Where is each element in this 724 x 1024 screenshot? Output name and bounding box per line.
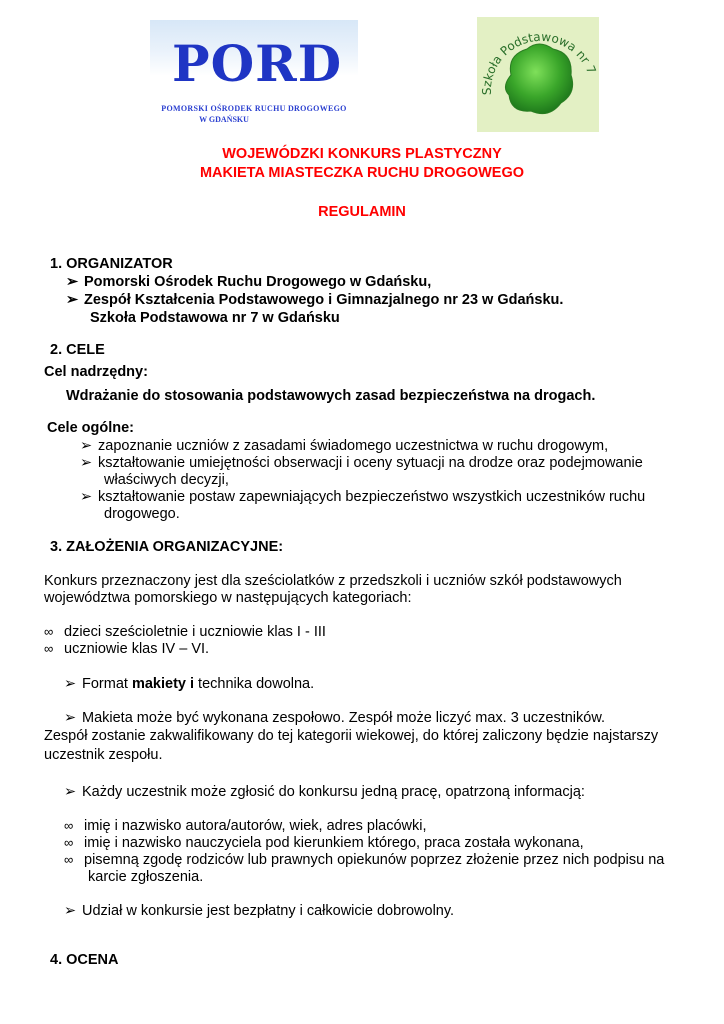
arrow-bullet-icon: ➢ xyxy=(64,676,77,692)
free-participation-text: Udział w konkursie jest bezpłatny i całkowicie dobrowolny. xyxy=(82,903,455,919)
info-item-2 xyxy=(64,835,584,851)
section-4-heading: 4. OCENA xyxy=(50,952,119,968)
organizer-item-1-text: Pomorski Ośrodek Ruchu Drogowego w Gdańsku, xyxy=(84,274,432,290)
team-line-2: Zespół zostanie zakwalifikowany do tej kategorii wiekowej, do której zaliczony będzie najstarszy xyxy=(44,728,659,744)
each-participant-text: Każdy uczestnik może zgłosić do konkursu jedną pracę, opatrzoną informacją: xyxy=(82,784,585,800)
intro-line-2: województwa pomorskiego w następujących kategoriach: xyxy=(44,590,412,606)
info-item-2-text: imię i nazwisko nauczyciela pod kierunkiem którego, praca została wykonana, xyxy=(84,835,584,851)
info-item-3-text: pisemną zgodę rodziców lub prawnych opiekunów poprzez złożenie przez nich podpisu na xyxy=(84,852,665,868)
arrow-bullet-icon: ➢ xyxy=(66,292,79,308)
infinity-bullet-icon: ∞ xyxy=(44,624,54,639)
format-bold: makiety i xyxy=(131,676,195,692)
section-3-heading: 3. ZAŁOŻENIA ORGANIZACYJNE: xyxy=(50,539,284,555)
school-logo-graphic xyxy=(477,17,599,132)
organizer-item-2 xyxy=(66,292,563,308)
organizer-item-2-text: Zespół Kształcenia Podstawowego i Gimnazjalnego nr 23 w Gdańsku. xyxy=(84,292,564,308)
arrow-bullet-icon: ➢ xyxy=(64,710,77,726)
organizer-item-2-cont: Szkoła Podstawowa nr 7 w Gdańsku xyxy=(90,310,340,326)
arrow-bullet-icon: ➢ xyxy=(80,438,93,454)
category-2 xyxy=(44,641,209,657)
format-post: technika dowolna. xyxy=(194,676,315,692)
general-goal-2-cont: właściwych decyzji, xyxy=(104,472,229,488)
school-logo xyxy=(477,17,599,132)
arrow-bullet-icon: ➢ xyxy=(80,455,93,471)
general-goal-2 xyxy=(80,455,643,471)
infinity-bullet-icon: ∞ xyxy=(44,641,54,656)
general-goal-3-text: kształtowanie postaw zapewniających bezpieczeństwo wszystkich uczestników ruchu xyxy=(98,489,646,505)
general-goal-1-text: zapoznanie uczniów z zasadami świadomego uczestnictwa w ruchu drogowym, xyxy=(98,438,609,454)
team-line-1 xyxy=(64,710,605,726)
format-pre: Format xyxy=(82,676,132,692)
arrow-bullet-icon: ➢ xyxy=(64,784,77,800)
general-goals-label: Cele ogólne: xyxy=(47,420,135,436)
team-line-1-text: Makieta może być wykonana zespołowo. Zespół może liczyć max. 3 uczestników. xyxy=(82,710,606,726)
school-logo-arc-text: Szkoła Podstawowa nr 7 xyxy=(479,29,599,96)
pord-logo-line1: POMORSKI OŚRODEK RUCHU DROGOWEGO xyxy=(161,104,347,113)
arrow-bullet-icon: ➢ xyxy=(80,489,93,505)
info-item-1 xyxy=(64,818,427,834)
regulamin-title: REGULAMIN xyxy=(318,204,406,220)
contest-subtitle: MAKIETA MIASTECZKA RUCHU DROGOWEGO xyxy=(199,165,525,181)
infinity-bullet-icon: ∞ xyxy=(64,818,74,833)
each-participant-line xyxy=(64,784,585,800)
pord-logo xyxy=(150,20,358,128)
pord-logo-word: PORD xyxy=(172,34,343,93)
free-participation-line xyxy=(64,903,454,919)
main-goal-label: Cel nadrzędny: xyxy=(44,364,148,380)
main-goal-text: Wdrażanie do stosowania podstawowych zasad bezpieczeństwa na drogach. xyxy=(66,388,596,404)
general-goal-3 xyxy=(80,489,645,505)
tree-icon xyxy=(505,44,572,114)
info-item-3-cont: karcie zgłoszenia. xyxy=(88,869,204,885)
category-1-text: dzieci sześcioletnie i uczniowie klas I - III xyxy=(64,624,326,640)
general-goal-2-text: kształtowanie umiejętności obserwacji i oceny sytuacji na drodze oraz podejmowanie xyxy=(98,455,643,471)
section-2-heading: 2. CELE xyxy=(50,342,105,358)
intro-line-1: Konkurs przeznaczony jest dla sześciolatków z przedszkoli i uczniów szkół podstawowych xyxy=(44,573,622,589)
category-1 xyxy=(44,624,326,640)
format-line xyxy=(64,676,314,692)
info-item-1-text: imię i nazwisko autora/autorów, wiek, adres placówki, xyxy=(84,818,427,834)
arrow-bullet-icon: ➢ xyxy=(64,903,77,919)
general-goal-1 xyxy=(80,438,608,454)
info-item-3 xyxy=(64,852,664,868)
organizer-item-1 xyxy=(66,274,431,290)
category-2-text: uczniowie klas IV – VI. xyxy=(64,641,210,657)
general-goal-3-cont: drogowego. xyxy=(104,506,180,522)
infinity-bullet-icon: ∞ xyxy=(64,835,74,850)
team-line-3: uczestnik zespołu. xyxy=(44,747,163,763)
arrow-bullet-icon: ➢ xyxy=(66,274,79,290)
section-1-heading: 1. ORGANIZATOR xyxy=(50,256,173,272)
pord-logo-line2: W GDAŃSKU xyxy=(199,115,249,124)
contest-title: WOJEWÓDZKI KONKURS PLASTYCZNY xyxy=(222,146,502,162)
infinity-bullet-icon: ∞ xyxy=(64,852,74,867)
